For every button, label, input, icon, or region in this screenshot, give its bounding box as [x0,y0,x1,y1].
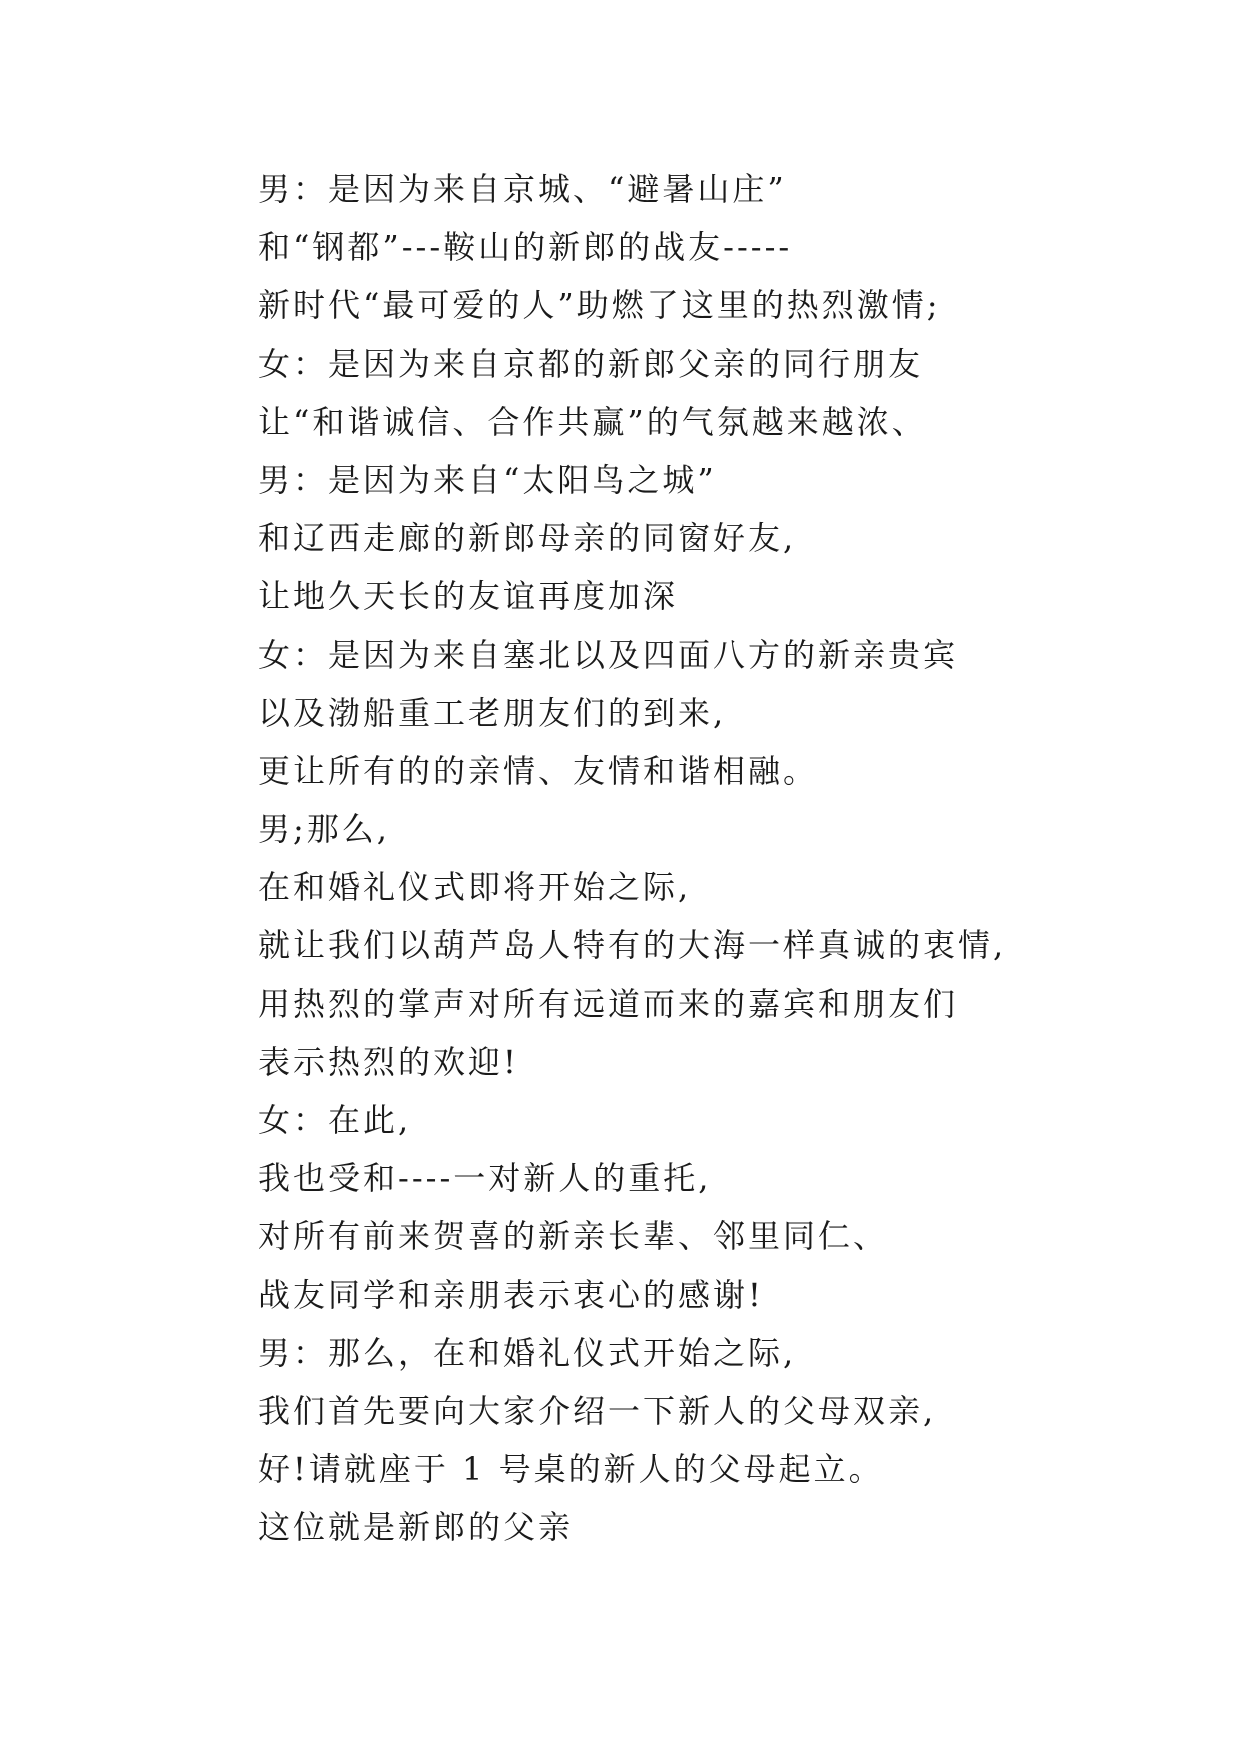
text-line: 让地久天长的友谊再度加深 [258,577,679,616]
text-line: 在和婚礼仪式即将开始之际, [258,868,692,907]
text-line: 表示热烈的欢迎! [258,1042,519,1081]
text-line: 我们首先要向大家介绍一下新人的父母双亲, [258,1391,937,1430]
text-line: 我也受和----一对新人的重托, [258,1159,712,1198]
text-line: 女：是因为来自塞北以及四面八方的新亲贵宾 [258,635,959,674]
text-line: 战友同学和亲朋表示衷心的感谢! [258,1275,764,1314]
text-line: 男;那么, [258,810,390,849]
text-line: 和辽西走廊的新郎母亲的同窗好友, [258,519,797,558]
document-body [258,160,1058,1557]
text-line: 更让所有的的亲情、友情和谐相融。 [258,751,819,790]
text-line: 就让我们以葫芦岛人特有的大海一样真诚的衷情, [258,926,1007,965]
text-line: 这位就是新郎的父亲 [258,1508,574,1547]
text-line: 男：是因为来自“太阳鸟之城” [258,460,717,499]
text-line: 好!请就座于 1 号桌的新人的父母起立。 [258,1450,884,1489]
text-line: 让“和谐诚信、合作共赢”的气氛越来越浓、 [258,402,927,441]
text-line: 男：是因为来自京城、“避暑山庄” [258,170,787,208]
text-line: 女：在此, [258,1101,412,1139]
text-line: 女：是因为来自京都的新郎父亲的同行朋友 [258,344,924,383]
text-line: 用热烈的掌声对所有远道而来的嘉宾和朋友们 [258,984,959,1023]
text-line: 和“钢都”---鞍山的新郎的战友----- [258,228,793,267]
text-line: 男：那么，在和婚礼仪式开始之际, [258,1333,797,1372]
text-line: 新时代“最可爱的人”助燃了这里的热烈激情; [258,286,941,325]
text-line: 对所有前来贺喜的新亲长辈、邻里同仁、 [258,1217,889,1256]
text-line: 以及渤船重工老朋友们的到来, [258,693,727,732]
